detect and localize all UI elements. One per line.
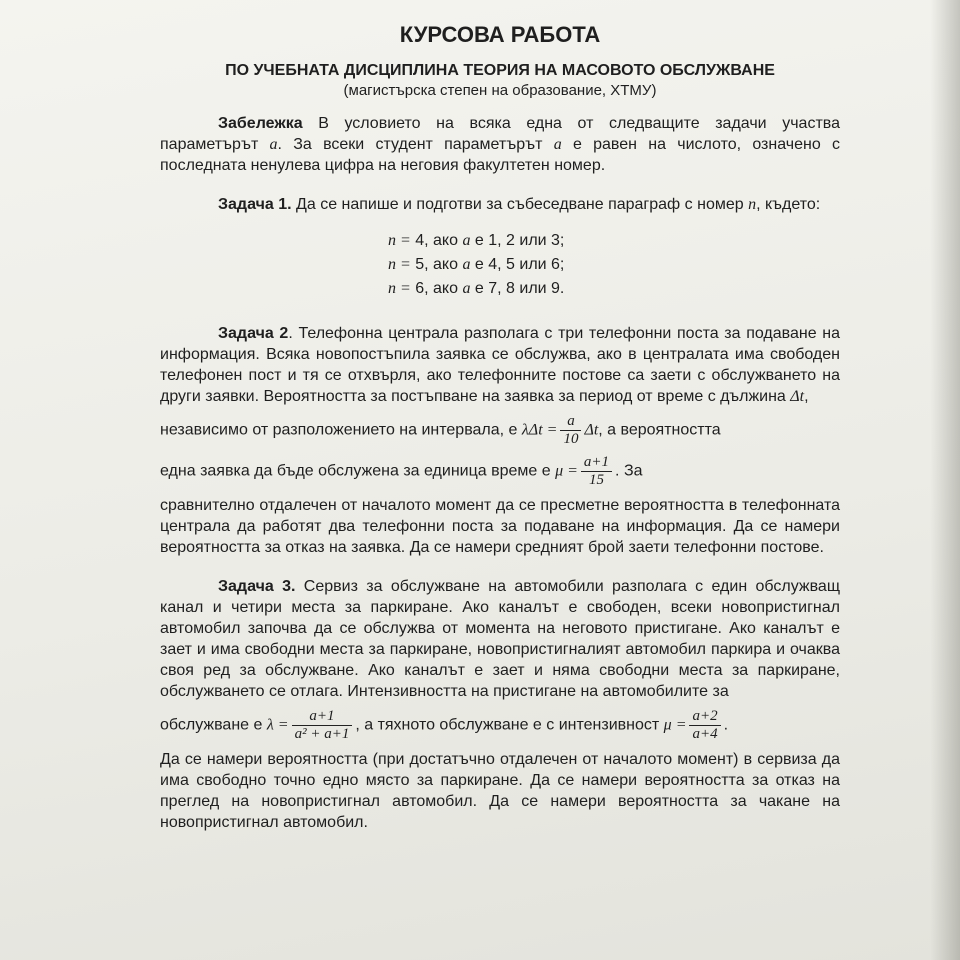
- task2-dt: Δt: [790, 388, 805, 405]
- task2-text-end: сравнително отдалечен от началото момент да се пресметне вероятността в телефонната централа да работят два телефонни поста за подаване на информация. Да се намери вероятността за отказ на заявка. Да се намери средният брой заети телефонни постове.: [160, 497, 840, 556]
- note-var-a-2: a: [553, 136, 562, 153]
- page-edge-shadow: [930, 0, 960, 960]
- task1-case-2: n = 5, ако a е 4, 5 или 6;: [388, 256, 565, 273]
- note-label: Забележка: [218, 115, 303, 132]
- note-text-3: е равен на числото, означено с последната ненулева цифра на неговия факултетен номер.: [160, 136, 841, 174]
- task3-lambda: λ =: [266, 716, 289, 734]
- task2-lambda: λΔt =: [521, 421, 558, 439]
- note-text-1: В условието на всяка една от следващите задачи участва параметърът: [160, 115, 840, 153]
- task2-paragraph: Задача 2. Телефонна централа разполага с три телефонни поста за подаване на информация. Всяка новопостъпила заявка се обслужва, ако в централата има свободен телефонен пост и тя се отхвърля, ако телефонните постове са заети с обслужването на други заявки. Вероятността за постъпване на заявка за период от време с дължина Δt,: [160, 325, 841, 405]
- task1-text-1: Да се напише и подготви за събеседване параграф с номер: [291, 196, 749, 213]
- task1-case-3: n = 6, ако a е 7, 8 или 9.: [388, 280, 565, 297]
- note-text-2: . За всеки студент параметърът: [277, 136, 554, 153]
- note-paragraph: [160, 113, 840, 176]
- page-subtitle: ПО УЧЕБНАТА ДИСЦИПЛИНА ТЕОРИЯ НА МАСОВОТО ОБСЛУЖВАНЕ: [225, 62, 775, 79]
- task2-fraction-1: $\frac{a}{10}$: [560, 413, 581, 448]
- task2-formula-line-2: една заявка да бъде обслужена за единица време е μ = $\frac{a+1}{15}$ . За: [160, 454, 643, 488]
- task3-mu: μ =: [663, 716, 687, 734]
- task2-mu: μ =: [555, 462, 578, 480]
- task3-text-end: Да се намери вероятността (при достатъчно отдалечен от началото момент) в сервиза да има свободно точно едно място за паркиране. Да се намери вероятността за отказ на преглед на новопристигнал автомобил. Да се намери вероятността за чакане на новопристигнал автомобил.: [160, 751, 840, 831]
- task2-text-1: . Телефонна централа разполага с три телефонни поста за подаване на информация. Всяка новопостъпила заявка се обслужва, ако в централата има свободен телефонен пост и тя се отхвърля, ако телефонните постове са заети с обслужването на други заявки. Вероятността за постъпване на заявка за период от време с дължина: [160, 325, 841, 405]
- task3-label: Задача 3.: [218, 578, 296, 595]
- task2-fraction-2: $\frac{a+1}{15}$: [581, 454, 612, 489]
- task1-cases: [388, 229, 840, 301]
- task2-formula-line-1: независимо от разположението на интервала, е λΔt = $\frac{a}{10}$ Δt, а вероятността: [160, 413, 721, 447]
- task1-text-2: , където:: [756, 196, 821, 213]
- task1-label: Задача 1.: [218, 196, 292, 213]
- task3-text-1: Сервиз за обслужване на автомобили разполага с един обслужващ канал и четири места за паркиране. Ако каналът е свободен, всеки новопристигнал автомобил започва да се обслужва от момента на неговото пристигане. Ако каналът е зает и има свободни места за паркиране, новопристигналият автомобил паркира и очаква своя ред за обслужване. Ако каналът е зает и няма свободни места за паркиране, обслужването се отлага. Интензивността на пристигане на автомобилите за: [160, 578, 840, 700]
- task1-paragraph: [160, 194, 840, 215]
- page-subsubtitle: (магистърска степен на образование, ХТМУ): [343, 82, 657, 99]
- task2-label: Задача 2: [218, 325, 289, 342]
- task3-paragraph: [160, 576, 840, 702]
- task3-fraction-2: $\frac{a+2}{a+4}$: [689, 708, 720, 743]
- note-var-a: a: [269, 136, 278, 153]
- page-title: КУРСОВА РАБОТА: [399, 22, 601, 47]
- task1-var-n: n: [748, 196, 757, 213]
- task3-fraction-1: $\frac{a+1}{\text{a² + a+1}}$: [292, 708, 353, 743]
- task3-formula-line: обслужване е λ = $\frac{a+1}{\text{a² + a+1}}$ , а тяхното обслужване е с интензивност μ = $\frac{a+2}{a+4}$ .: [160, 708, 729, 742]
- task1-case-1: n = 4, ако a е 1, 2 или 3;: [388, 232, 565, 249]
